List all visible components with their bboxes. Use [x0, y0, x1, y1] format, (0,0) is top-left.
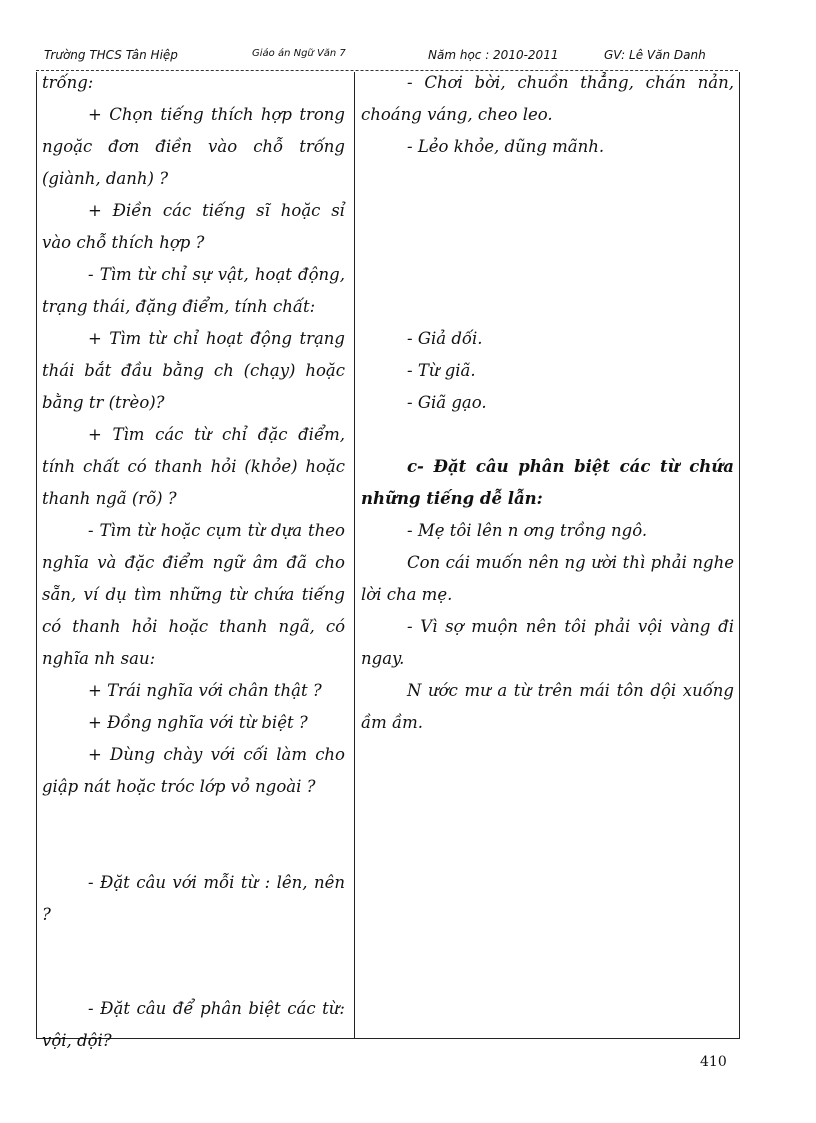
question-text: - Đặt câu để phân biệt các từ: vội, dội?: [42, 999, 345, 1050]
left-column-questions: [42, 67, 345, 1057]
answer-text: Con cái muốn nên ng ười thì phải nghe lời cha mẹ.: [361, 553, 734, 604]
header-school-year: Năm học : 2010-2011: [428, 48, 559, 62]
question-text: - Tìm từ hoặc cụm từ dựa theo nghĩa và đặc điểm ngữ âm đã cho sẵn, ví dụ tìm những từ chứa tiếng có thanh hỏi hoặc thanh ngã, có nghĩa nh sau:: [42, 521, 345, 668]
answer-text: - Vì sợ muộn nên tôi phải vội vàng đi ngay.: [361, 617, 734, 668]
right-column-answers: [361, 67, 734, 739]
section-heading: c- Đặt câu phân biệt các từ chứa những tiếng dễ lẫn:: [361, 457, 734, 508]
page-number: 410: [700, 1054, 727, 1070]
question-text: + Đồng nghĩa với từ biệt ?: [88, 713, 308, 732]
answer-text: - Mẹ tôi lên n ơng trồng ngô.: [407, 521, 648, 540]
question-text: + Chọn tiếng thích hợp trong ngoặc đơn điền vào chỗ trống (giành, danh) ?: [42, 105, 345, 188]
answer-text: - Chơi bời, chuồn thẳng, chán nản, choáng váng, cheo leo.: [361, 73, 734, 124]
question-text: + Trái nghĩa với chân thật ?: [88, 681, 322, 700]
answer-text: - Lẻo khỏe, dũng mãnh.: [407, 137, 605, 156]
header-teacher: GV: Lê Văn Danh: [604, 48, 706, 62]
question-text: trống:: [42, 73, 94, 92]
question-text: - Đặt câu với mỗi từ : lên, nên ?: [42, 873, 345, 924]
question-text: + Tìm các từ chỉ đặc điểm, tính chất có thanh hỏi (khỏe) hoặc thanh ngã (rõ) ?: [42, 425, 345, 508]
question-text: + Dùng chày với cối làm cho giập nát hoặc tróc lớp vỏ ngoài ?: [42, 745, 345, 796]
header-lesson-plan: Giáo án Ngữ Văn 7: [252, 48, 346, 59]
answer-text: - Giã gạo.: [407, 393, 487, 412]
question-text: - Tìm từ chỉ sự vật, hoạt động, trạng thái, đặng điểm, tính chất:: [42, 265, 345, 316]
page-header: [0, 48, 816, 68]
column-divider: [354, 72, 355, 1038]
question-text: + Tìm từ chỉ hoạt động trạng thái bắt đầu bằng ch (chạy) hoặc bằng tr (trèo)?: [42, 329, 345, 412]
answer-text: N ước mư a từ trên mái tôn dội xuống ầm ầm.: [361, 681, 734, 732]
answer-text: - Giả dối.: [407, 329, 483, 348]
question-text: + Điền các tiếng sĩ hoặc sỉ vào chỗ thích hợp ?: [42, 201, 345, 252]
header-school: Trường THCS Tân Hiệp: [44, 48, 178, 62]
answer-text: - Từ giã.: [407, 361, 476, 380]
